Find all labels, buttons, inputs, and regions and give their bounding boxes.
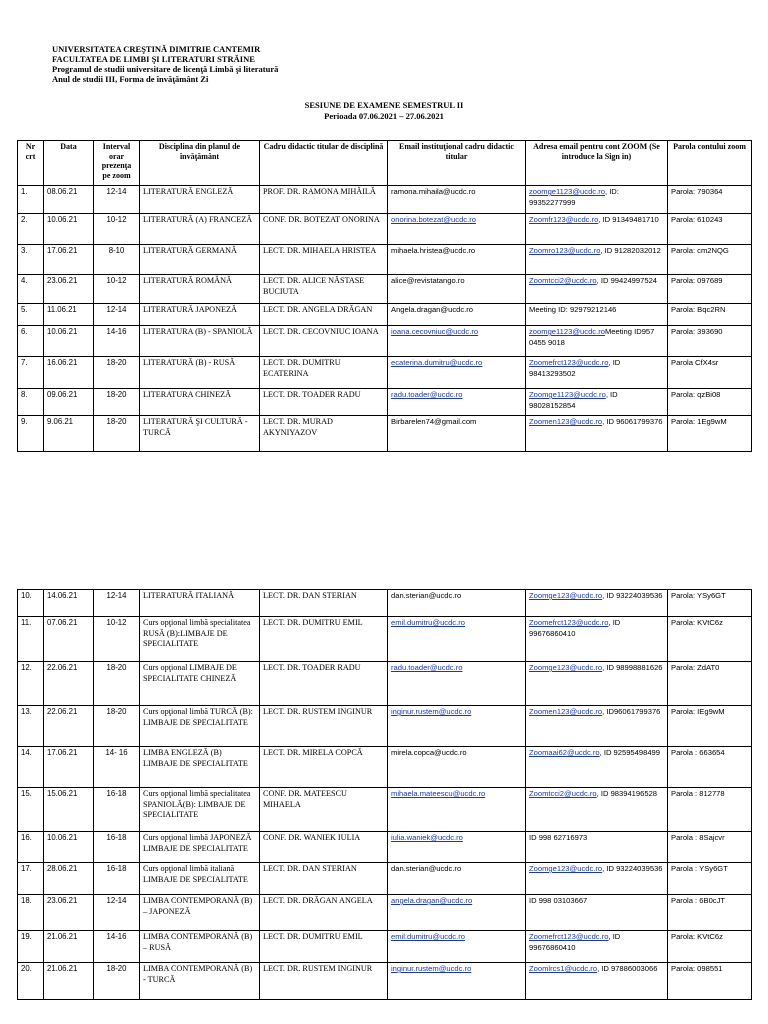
teacher-name: CONF. DR. WANIEK IULIA xyxy=(260,832,388,863)
zoom-email-link[interactable]: Zoomge1123@ucdc.ro xyxy=(529,390,606,399)
zoom-password: Parola : 8Sajcvr xyxy=(668,832,752,863)
university-name: UNIVERSITATEA CREŞTINĂ DIMITRIE CANTEMIR xyxy=(52,44,261,54)
row-number: 3. xyxy=(18,245,44,275)
institutional-email[interactable] xyxy=(388,389,526,416)
table-row xyxy=(18,832,752,863)
time-interval: 14- 16 xyxy=(94,747,140,788)
zoom-account xyxy=(526,617,668,662)
institutional-email xyxy=(388,416,526,452)
time-interval: 18-20 xyxy=(94,389,140,416)
email-link[interactable]: emil.dumitru@ucdc.ro xyxy=(391,618,465,627)
zoom-email-link[interactable]: Zoomen123@ucdc.ro xyxy=(529,707,603,716)
exam-date: 11.06.21 xyxy=(44,304,94,326)
zoom-account xyxy=(526,590,668,617)
discipline-name: Curs opţional limbă italiană LIMBAJE DE SPECIALITATE xyxy=(140,863,260,895)
zoom-meeting-id: , ID 98028152854 xyxy=(529,390,618,410)
discipline-name: Curs opţional limbă JAPONEZĂ LIMBAJE DE SPECIALITATE xyxy=(140,832,260,863)
exam-table-body-1 xyxy=(18,186,752,452)
zoom-account xyxy=(526,304,668,326)
email-text: mihaela.hristea@ucdc.ro xyxy=(391,246,476,255)
discipline-name: LITERATURĂ JAPONEZĂ xyxy=(140,304,260,326)
email-link[interactable]: angela.dragan@ucdc.ro xyxy=(391,896,473,905)
zoom-meeting-id: , ID96061799376 xyxy=(602,707,661,716)
discipline-name: LIMBA ENGLEZĂ (B) LIMBAJE DE SPECIALITATE xyxy=(140,747,260,788)
institutional-email[interactable] xyxy=(388,931,526,963)
exam-date: 9.06.21 xyxy=(44,416,94,452)
discipline-name: LITERATURA (B) - SPANIOLĂ xyxy=(140,326,260,357)
table-row xyxy=(18,895,752,931)
row-number: 18. xyxy=(18,895,44,931)
teacher-name: LECT. DR. DUMITRU EMIL xyxy=(260,931,388,963)
row-number: 4. xyxy=(18,275,44,304)
email-link[interactable]: inginur.rustem@ucdc.ro xyxy=(391,964,472,973)
time-interval: 14-16 xyxy=(94,931,140,963)
time-interval: 18-20 xyxy=(94,706,140,747)
discipline-name: LITERATURĂ ITALIANĂ xyxy=(140,590,260,617)
discipline-name: Curs opţional limbă specialitatea SPANIOLĂ(B): LIMBAJE DE SPECIALITATE xyxy=(140,788,260,832)
discipline-name: LIMBA CONTEMPORANĂ (B) - TURCĂ xyxy=(140,963,260,1000)
exam-table-part-1 xyxy=(17,140,752,452)
zoom-email-link[interactable]: Zoomlrcs1@ucdc.ro xyxy=(529,964,598,973)
session-period: Perioada 07.06.2021 – 27.06.2021 xyxy=(324,111,444,121)
time-interval: 10-12 xyxy=(94,275,140,304)
header-email: Email instituţional cadru didactic titular xyxy=(388,141,526,186)
zoom-password: Parola: IEg9wM xyxy=(668,706,752,747)
table-row xyxy=(18,245,752,275)
institutional-email xyxy=(388,747,526,788)
discipline-name: LITERATURA CHINEZĂ xyxy=(140,389,260,416)
institutional-email[interactable] xyxy=(388,706,526,747)
exam-date: 22.06.21 xyxy=(44,662,94,706)
email-text: Birbarelen74@gmail.com xyxy=(391,417,477,426)
table-row xyxy=(18,788,752,832)
zoom-account xyxy=(526,788,668,832)
table-row xyxy=(18,747,752,788)
zoom-account xyxy=(526,706,668,747)
teacher-name: CONF. DR. BOTEZAT ONORINA xyxy=(260,214,388,245)
zoom-meeting-id: , ID 91282032012 xyxy=(600,246,661,255)
zoom-meeting-id: ID 998 62716973 xyxy=(529,833,588,842)
zoom-email-link[interactable]: Zoomge123@ucdc.ro xyxy=(529,663,603,672)
header-nr: Nr crt xyxy=(18,141,44,186)
zoom-password: Parola : 6B0cJT xyxy=(668,895,752,931)
zoom-account xyxy=(526,186,668,214)
exam-date: 22.06.21 xyxy=(44,706,94,747)
zoom-account xyxy=(526,863,668,895)
email-link[interactable]: onorina.botezat@ucdc.ro xyxy=(391,215,476,224)
zoom-meeting-id: , ID 93224039536 xyxy=(602,591,663,600)
exam-date: 10.06.21 xyxy=(44,832,94,863)
time-interval: 8-10 xyxy=(94,245,140,275)
email-link[interactable]: emil.dumitru@ucdc.ro xyxy=(391,932,465,941)
exam-date: 10.06.21 xyxy=(44,214,94,245)
institutional-email xyxy=(388,245,526,275)
exam-date: 23.06.21 xyxy=(44,895,94,931)
zoom-meeting-id: , ID 97886003066 xyxy=(597,964,658,973)
time-interval: 10-12 xyxy=(94,617,140,662)
teacher-name: PROF. DR. RAMONA MIHĂILĂ xyxy=(260,186,388,214)
teacher-name: LECT. DR. DRĂGAN ANGELA xyxy=(260,895,388,931)
zoom-meeting-id: ID 998 03103667 xyxy=(529,896,588,905)
discipline-name: LIMBA CONTEMPORANĂ (B) – RUSĂ xyxy=(140,931,260,963)
institutional-email[interactable] xyxy=(388,963,526,1000)
table-row xyxy=(18,590,752,617)
zoom-password: Parola: 097689 xyxy=(668,275,752,304)
header-discipline: Disciplina din planul de învăţământ xyxy=(140,141,260,186)
teacher-name: LECT. DR. DAN STERIAN xyxy=(260,863,388,895)
institutional-email[interactable] xyxy=(388,662,526,706)
zoom-meeting-id: , ID 92595498499 xyxy=(599,748,660,757)
teacher-name: LECT. DR. DUMITRU ECATERINA xyxy=(260,357,388,389)
exam-date: 17.06.21 xyxy=(44,245,94,275)
institutional-email xyxy=(388,590,526,617)
institutional-email xyxy=(388,304,526,326)
header-date: Data xyxy=(44,141,94,186)
zoom-password: Parola: 1Eg9wM xyxy=(668,416,752,452)
zoom-email-link[interactable]: zoomge1123@ucdc.ro xyxy=(529,187,605,196)
time-interval: 12-14 xyxy=(94,186,140,214)
discipline-name: Curs opţional limbă TURCĂ (B): LIMBAJE DE SPECIALITATE xyxy=(140,706,260,747)
teacher-name: LECT. DR. RUSTEM INGINUR xyxy=(260,706,388,747)
zoom-account xyxy=(526,275,668,304)
time-interval: 12-14 xyxy=(94,895,140,931)
row-number: 10. xyxy=(18,590,44,617)
zoom-account xyxy=(526,895,668,931)
zoom-meeting-id: , ID 99676860410 xyxy=(529,932,621,952)
exam-date: 16.06.21 xyxy=(44,357,94,389)
teacher-name: CONF. DR. MATEESCU MIHAELA xyxy=(260,788,388,832)
zoom-account xyxy=(526,245,668,275)
email-text: Angela.dragan@ucdc.ro xyxy=(391,305,474,314)
institutional-email[interactable] xyxy=(388,788,526,832)
zoom-account xyxy=(526,931,668,963)
header-zoom-email: Adresa email pentru cont ZOOM (Se introduce la Sign in) xyxy=(526,141,668,186)
table-row xyxy=(18,706,752,747)
zoom-password: Parola: YSy6GT xyxy=(668,590,752,617)
zoom-password: Parola : 663654 xyxy=(668,747,752,788)
table-row xyxy=(18,304,752,326)
zoom-password: Parola: KVtC6z xyxy=(668,931,752,963)
zoom-account xyxy=(526,963,668,1000)
teacher-name: LECT. DR. DAN STERIAN xyxy=(260,590,388,617)
zoom-password: Parola: 790364 xyxy=(668,186,752,214)
zoom-account xyxy=(526,214,668,245)
exam-date: 14.06.21 xyxy=(44,590,94,617)
time-interval: 12-14 xyxy=(94,590,140,617)
zoom-account xyxy=(526,832,668,863)
row-number: 13. xyxy=(18,706,44,747)
exam-date: 23.06.21 xyxy=(44,275,94,304)
exam-date: 17.06.21 xyxy=(44,747,94,788)
table-header-row xyxy=(18,141,752,186)
zoom-account xyxy=(526,662,668,706)
row-number: 6. xyxy=(18,326,44,357)
zoom-password: Parola CfX4sr xyxy=(668,357,752,389)
row-number: 11. xyxy=(18,617,44,662)
zoom-email-link[interactable]: Zoomaai62@ucdc.ro xyxy=(529,748,600,757)
email-text: alice@revistatango.ro xyxy=(391,276,465,285)
zoom-email-link[interactable]: zoomge1123@ucdc.ro xyxy=(529,327,605,336)
discipline-name: LITERATURĂ ENGLEZĂ xyxy=(140,186,260,214)
zoom-password: Parola: qzBi08 xyxy=(668,389,752,416)
table-row xyxy=(18,931,752,963)
zoom-account xyxy=(526,357,668,389)
discipline-name: LITERATURĂ (B) - RUSĂ xyxy=(140,357,260,389)
zoom-password: Parola: 610243 xyxy=(668,214,752,245)
header-teacher: Cadru didactic titular de disciplină xyxy=(260,141,388,186)
row-number: 16. xyxy=(18,832,44,863)
teacher-name: LECT. DR. MIRELA COPCĂ xyxy=(260,747,388,788)
institutional-email[interactable] xyxy=(388,832,526,863)
header-interval: Interval orar prezenţa pe zoom xyxy=(94,141,140,186)
zoom-email-link[interactable]: Zoomefrct123@ucdc.ro xyxy=(529,932,609,941)
zoom-password: Parola: 393690 xyxy=(668,326,752,357)
teacher-name: LECT. DR. RUSTEM INGINUR xyxy=(260,963,388,1000)
email-link[interactable]: ioana.cecovniuc@ucdc.ro xyxy=(391,327,479,336)
row-number: 14. xyxy=(18,747,44,788)
email-link[interactable]: radu.toader@ucdc.ro xyxy=(391,390,463,399)
row-number: 8. xyxy=(18,389,44,416)
email-text: dan.sterian@ucdc.ro xyxy=(391,864,462,873)
exam-table-part-2 xyxy=(17,589,752,1000)
zoom-password: Parola : YSy6GT xyxy=(668,863,752,895)
row-number: 20. xyxy=(18,963,44,1000)
zoom-meeting-id: , ID: 99352277999 xyxy=(529,187,619,207)
row-number: 7. xyxy=(18,357,44,389)
zoom-meeting-id: , ID 91349481710 xyxy=(598,215,659,224)
discipline-name: LIMBA CONTEMPORANĂ (B) – JAPONEZĂ xyxy=(140,895,260,931)
zoom-meeting-id: , ID 93224039536 xyxy=(602,864,663,873)
table-row xyxy=(18,617,752,662)
time-interval: 12-14 xyxy=(94,304,140,326)
institutional-email[interactable] xyxy=(388,326,526,357)
email-link[interactable]: radu.toader@ucdc.ro xyxy=(391,663,463,672)
zoom-meeting-id: , ID 98998881626 xyxy=(602,663,663,672)
program-name: Programul de studii universitare de licenţă Limbă şi literatură xyxy=(52,64,279,74)
time-interval: 18-20 xyxy=(94,662,140,706)
table-row xyxy=(18,275,752,304)
table-row xyxy=(18,389,752,416)
time-interval: 14-16 xyxy=(94,326,140,357)
zoom-account xyxy=(526,326,668,357)
table-row xyxy=(18,186,752,214)
time-interval: 16-18 xyxy=(94,788,140,832)
institutional-email[interactable] xyxy=(388,357,526,389)
institutional-email[interactable] xyxy=(388,895,526,931)
discipline-name: LITERATURĂ (A) FRANCEZĂ xyxy=(140,214,260,245)
exam-date: 28.06.21 xyxy=(44,863,94,895)
exam-date: 09.06.21 xyxy=(44,389,94,416)
teacher-name: LECT. DR. MURAD AKYNIYAZOV xyxy=(260,416,388,452)
session-title: SESIUNE DE EXAMENE SEMESTRUL II xyxy=(304,100,464,110)
table-row xyxy=(18,357,752,389)
teacher-name: LECT. DR. TOADER RADU xyxy=(260,389,388,416)
zoom-password: Parola: 098551 xyxy=(668,963,752,1000)
discipline-name: LITERATURĂ ROMÂNĂ xyxy=(140,275,260,304)
zoom-password: Parola: KVtC6z xyxy=(668,617,752,662)
zoom-password: Parola: cm2NQG xyxy=(668,245,752,275)
teacher-name: LECT. DR. TOADER RADU xyxy=(260,662,388,706)
zoom-email-link[interactable]: Zoomefrct123@ucdc.ro xyxy=(529,358,609,367)
time-interval: 18-20 xyxy=(94,963,140,1000)
zoom-email-link[interactable]: Zoomen123@ucdc.ro xyxy=(529,417,603,426)
zoom-meeting-id: , ID 98394196528 xyxy=(596,789,658,798)
zoom-email-link[interactable]: Zoomtcci2@ucdc.ro xyxy=(529,276,597,285)
email-link[interactable]: inginur.rustem@ucdc.ro xyxy=(391,707,472,716)
study-year: Anul de studii III, Forma de învăţământ Zi xyxy=(52,74,209,84)
zoom-account xyxy=(526,747,668,788)
zoom-meeting-id: , ID 96061799376 xyxy=(602,417,663,426)
institutional-email xyxy=(388,275,526,304)
document-header xyxy=(52,44,712,84)
institutional-email xyxy=(388,186,526,214)
table-row xyxy=(18,326,752,357)
email-link[interactable]: mihaela.mateescu@ucdc.ro xyxy=(391,789,486,798)
discipline-name: LITERATURĂ ŞI CULTURĂ - TURCĂ xyxy=(140,416,260,452)
zoom-email-link[interactable]: Zoomtcci2@ucdc.ro xyxy=(529,789,597,798)
exam-date: 21.06.21 xyxy=(44,963,94,1000)
teacher-name: LECT. DR. ALICE NĂSTASE BUCIUTA xyxy=(260,275,388,304)
time-interval: 18-20 xyxy=(94,416,140,452)
session-title-block xyxy=(0,100,768,122)
row-number: 2. xyxy=(18,214,44,245)
header-zoom-password: Parola contului zoom xyxy=(668,141,752,186)
zoom-email-link[interactable]: Zoomfr123@ucdc.ro xyxy=(529,215,599,224)
zoom-meeting-id: , ID 99676860410 xyxy=(529,618,621,638)
table-row xyxy=(18,662,752,706)
row-number: 15. xyxy=(18,788,44,832)
exam-date: 10.06.21 xyxy=(44,326,94,357)
faculty-name: FACULTATEA DE LIMBI ŞI LITERATURI STRĂINE xyxy=(52,54,255,64)
row-number: 9. xyxy=(18,416,44,452)
institutional-email xyxy=(388,863,526,895)
time-interval: 18-20 xyxy=(94,357,140,389)
row-number: 19. xyxy=(18,931,44,963)
row-number: 12. xyxy=(18,662,44,706)
exam-table-body-2 xyxy=(18,590,752,1000)
teacher-name: LECT. DR. DUMITRU EMIL xyxy=(260,617,388,662)
table-row xyxy=(18,214,752,245)
zoom-email-link[interactable]: Zoomge123@ucdc.ro xyxy=(529,864,603,873)
row-number: 5. xyxy=(18,304,44,326)
institutional-email[interactable] xyxy=(388,214,526,245)
zoom-password: Parola: ZdAT0 xyxy=(668,662,752,706)
discipline-name: LITERATURĂ GERMANĂ xyxy=(140,245,260,275)
exam-date: 15.06.21 xyxy=(44,788,94,832)
zoom-password: Parola : 812778 xyxy=(668,788,752,832)
teacher-name: LECT. DR. ANGELA DRĂGAN xyxy=(260,304,388,326)
time-interval: 16-18 xyxy=(94,863,140,895)
email-text: ramona.mihaila@ucdc.ro xyxy=(391,187,476,196)
zoom-email-link[interactable]: Zoomge123@ucdc.ro xyxy=(529,591,603,600)
table-row xyxy=(18,963,752,1000)
zoom-meeting-id: Meeting ID957 0455 9018 xyxy=(529,327,655,347)
zoom-meeting-id: Meeting ID: 92979212146 xyxy=(529,305,617,314)
time-interval: 16-18 xyxy=(94,832,140,863)
email-text: mirela.copca@ucdc.ro xyxy=(391,748,467,757)
zoom-account xyxy=(526,416,668,452)
zoom-email-link[interactable]: Zoomro123@ucdc.ro xyxy=(529,246,601,255)
zoom-email-link[interactable]: Zoomefrct123@ucdc.ro xyxy=(529,618,609,627)
institutional-email[interactable] xyxy=(388,617,526,662)
exam-date: 21.06.21 xyxy=(44,931,94,963)
zoom-meeting-id: , ID 98413293502 xyxy=(529,358,621,378)
exam-date: 08.06.21 xyxy=(44,186,94,214)
teacher-name: LECT. DR. CECOVNIUC IOANA xyxy=(260,326,388,357)
email-text: dan.sterian@ucdc.ro xyxy=(391,591,462,600)
time-interval: 10-12 xyxy=(94,214,140,245)
zoom-meeting-id: , ID 99424997524 xyxy=(596,276,658,285)
zoom-account xyxy=(526,389,668,416)
email-link[interactable]: ecaterina.dumitru@ucdc.ro xyxy=(391,358,483,367)
table-row xyxy=(18,416,752,452)
row-number: 17. xyxy=(18,863,44,895)
zoom-password: Parola: Bqc2RN xyxy=(668,304,752,326)
exam-date: 07.06.21 xyxy=(44,617,94,662)
discipline-name: Curs opţional limbă specialitatea RUSĂ (B):LIMBAJE DE SPECIALITATE xyxy=(140,617,260,662)
teacher-name: LECT. DR. MIHAELA HRISTEA xyxy=(260,245,388,275)
discipline-name: Curs opţional LIMBAJE DE SPECIALITATE CHINEZĂ xyxy=(140,662,260,706)
table-row xyxy=(18,863,752,895)
email-link[interactable]: iulia.waniek@ucdc.ro xyxy=(391,833,463,842)
row-number: 1. xyxy=(18,186,44,214)
